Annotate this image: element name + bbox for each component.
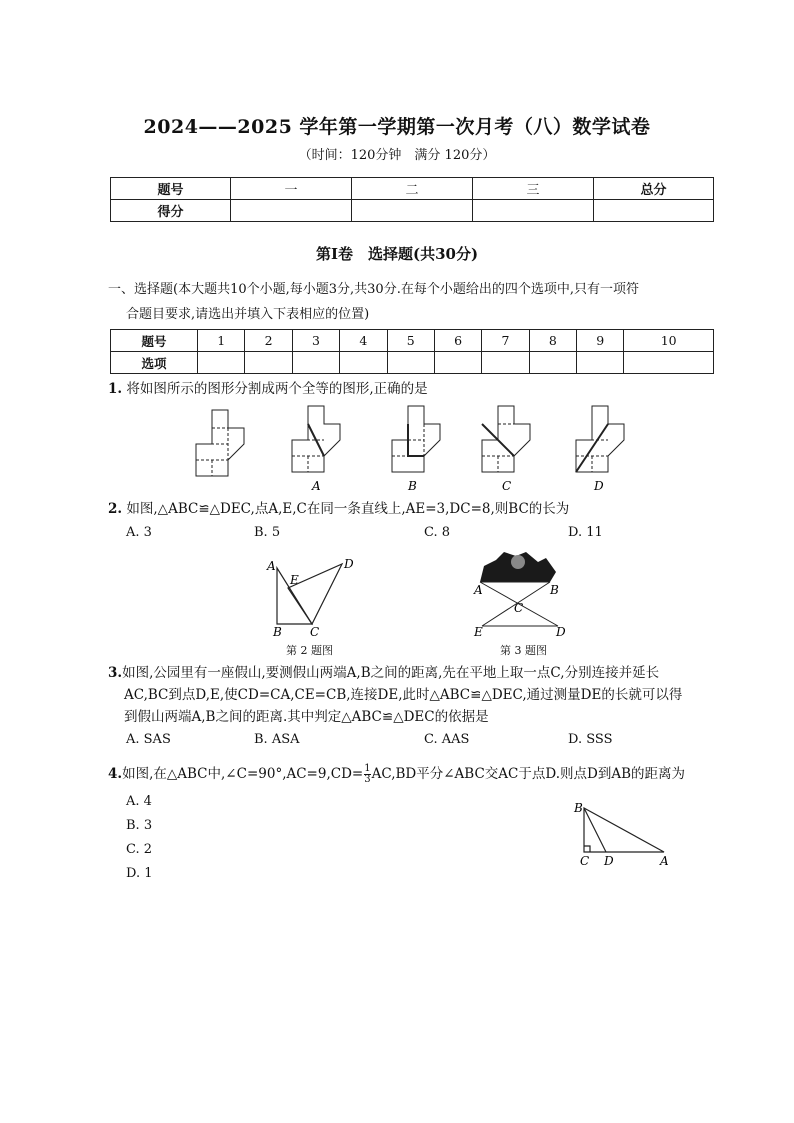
answer-number: 3 [292,330,339,352]
answer-blank[interactable] [624,352,714,374]
fraction-numerator: 1 [364,763,371,774]
q1-option-b-figure [392,406,440,472]
q1-label-b: B [408,479,417,493]
answer-number: 2 [245,330,292,352]
question-2-caption: 第 2 题图 [286,644,333,657]
answer-table-answer-row [111,352,714,374]
answer-blank[interactable] [198,352,245,374]
q2-point-e: E [290,573,299,587]
answer-blank[interactable] [434,352,481,374]
q4-point-a: A [660,854,669,868]
q2-point-d: D [344,557,354,571]
score-table [110,177,714,222]
question-1-number: 1. [108,381,123,397]
exam-time-info: （时间：120分钟 满分 120分） [298,148,496,163]
q1-option-a-figure [292,406,340,472]
q1-option-c-figure [482,406,530,472]
rockery-highlight [511,555,525,569]
answer-number: 9 [577,330,624,352]
question-4-figure [570,798,680,868]
answer-table [110,329,714,374]
question-3-figure [470,548,580,640]
question-1-figures [180,400,650,495]
score-blank[interactable] [473,200,594,222]
question-3-option-a[interactable]: A. SAS [126,732,171,747]
q3-point-e: E [474,625,483,639]
question-2-option-d[interactable]: D. 11 [568,525,603,540]
score-cell-part3: 三 [473,178,594,200]
answer-blank[interactable] [340,352,387,374]
question-3 [108,662,722,728]
question-4-number: 4. [108,766,123,782]
fraction-denominator: 3 [364,774,371,785]
answer-blank[interactable] [482,352,529,374]
question-2-figure [262,552,362,652]
question-2-option-b[interactable]: B. 5 [254,525,281,540]
score-cell-part2: 二 [352,178,473,200]
question-4-option-a[interactable]: A. 4 [126,794,152,809]
question-2-number: 2. [108,501,123,517]
question-2-option-a[interactable]: A. 3 [126,525,152,540]
answer-blank[interactable] [577,352,624,374]
score-row-label: 得分 [111,200,231,222]
q2-point-a: A [267,559,276,573]
answer-blank[interactable] [387,352,434,374]
instructions-line-2: 合题目要求,请选出并填入下表相应的位置) [126,307,370,322]
question-3-number: 3. [108,665,123,681]
question-1 [108,378,428,400]
question-3-line-3: 到假山两端A,B之间的距离.其中判定△ABC≌△DEC的依据是 [124,709,489,725]
section-title: 第Ⅰ卷 选择题(共30分) [315,245,479,263]
score-cell-part1: 一 [231,178,352,200]
answer-blank[interactable] [292,352,339,374]
instructions-line-1: 一、选择题(本大题共10个小题,每小题3分,共30分.在每个小题给出的四个选项中,只有一项符 [108,282,639,297]
q1-option-d-figure [576,406,624,472]
answer-table-number-row [111,330,714,352]
question-4-option-b[interactable]: B. 3 [126,818,153,833]
q3-point-d: D [556,625,566,639]
q1-label-c: C [502,479,512,493]
question-2 [108,498,569,520]
question-4-text-b: AC,BD平分∠ABC交AC于点D.则点D到AB的距离为 [371,766,685,782]
question-3-option-d[interactable]: D. SSS [568,732,613,747]
q1-label-a: A [312,479,321,493]
q1-original-figure [196,410,244,476]
answer-blank[interactable] [245,352,292,374]
q4-point-b: B [574,801,583,815]
answer-blank[interactable] [529,352,576,374]
question-3-caption: 第 3 题图 [500,644,547,657]
q3-point-a: A [474,583,483,597]
fraction-one-third [364,764,370,785]
q2-point-b: B [273,625,282,639]
answer-number: 7 [482,330,529,352]
q4-point-c: C [580,854,590,868]
question-3-line-2: AC,BC到点D,E,使CD=CA,CE=CB,连接DE,此时△ABC≌△DEC,通过测量DE的长就可以得 [124,687,683,703]
q3-point-c: C [514,601,524,615]
score-blank[interactable] [594,200,714,222]
answer-number: 4 [340,330,387,352]
question-4-option-c[interactable]: C. 2 [126,842,153,857]
answer-table-header-label: 题号 [111,330,198,352]
exam-title: 2024——2025 学年第一学期第一次月考（八）数学试卷 [143,116,651,138]
q4-point-d: D [604,854,614,868]
answer-number: 10 [624,330,714,352]
q1-label-d: D [594,479,604,493]
score-cell-label: 题号 [111,178,231,200]
score-table-score-row [111,200,714,222]
answer-number: 6 [434,330,481,352]
score-blank[interactable] [231,200,352,222]
score-cell-total: 总分 [594,178,714,200]
question-4-option-d[interactable]: D. 1 [126,866,153,881]
score-table-header-row [111,178,714,200]
question-1-text: 将如图所示的图形分割成两个全等的图形,正确的是 [126,381,428,397]
answer-number: 5 [387,330,434,352]
answer-table-answer-label: 选项 [111,352,198,374]
score-blank[interactable] [352,200,473,222]
answer-number: 1 [198,330,245,352]
question-2-text: 如图,△ABC≌△DEC,点A,E,C在同一条直线上,AE=3,DC=8,则BC的长为 [126,501,570,517]
question-3-option-c[interactable]: C. AAS [424,732,470,747]
question-2-option-c[interactable]: C. 8 [424,525,451,540]
q2-point-c: C [310,625,320,639]
question-4-text-a: 如图,在△ABC中,∠C=90°,AC=9,CD= [122,766,364,782]
question-4 [108,763,728,785]
question-3-option-b[interactable]: B. ASA [254,732,300,747]
question-3-text-1: 如图,公园里有一座假山,要测假山两端A,B之间的距离,先在平地上取一点C,分别连接并延长 [122,665,660,681]
question-3-line-1 [108,662,722,684]
answer-number: 8 [529,330,576,352]
q3-point-b: B [550,583,559,597]
